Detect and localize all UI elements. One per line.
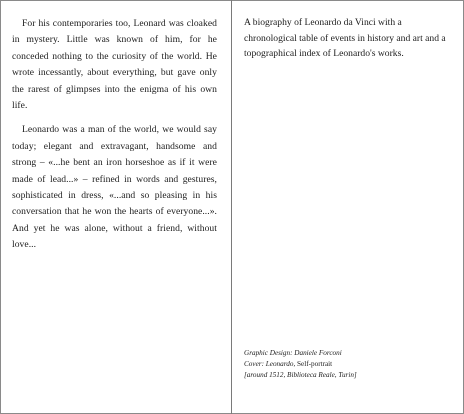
cover-credit-prefix: Cover: Leonardo, — [244, 360, 296, 369]
biography-paragraph-2: Leonardo was a man of the world, we would say today; elegant and extravagant, handsome and strong – «...he bent an iron horseshoe as if it were made of lead...» – refined in words and gestures, sophisticated in dress, «...and so pleasing in his conversation that he won the hearts of everyone...». And yet he was alone, without a friend, without love... — [12, 124, 217, 251]
right-flap — [232, 0, 464, 414]
biography-excerpt — [12, 16, 217, 262]
cover-credit-note: [around 1512, Biblioteca Reale, Turin] — [244, 371, 357, 380]
graphic-design-credit: Graphic Design: Daniele Forconi — [244, 349, 342, 357]
credits-block — [244, 348, 454, 382]
left-flap — [0, 0, 231, 414]
book-blurb: A biography of Leonardo da Vinci with a chronological table of events in history and art and a topographical index of Leonardo's works. — [244, 17, 446, 60]
cover-credit — [244, 359, 454, 370]
cover-credit-title: Self-portrait — [295, 360, 333, 369]
biography-paragraph-1: For his contemporaries too, Leonard was cloaked in mystery. Little was known of him, for he conceded nothing to the curiosity of the world. He wrote incessantly, about everything, but gave only the rarest of glimpses into the enigma of his own life. — [12, 18, 217, 112]
